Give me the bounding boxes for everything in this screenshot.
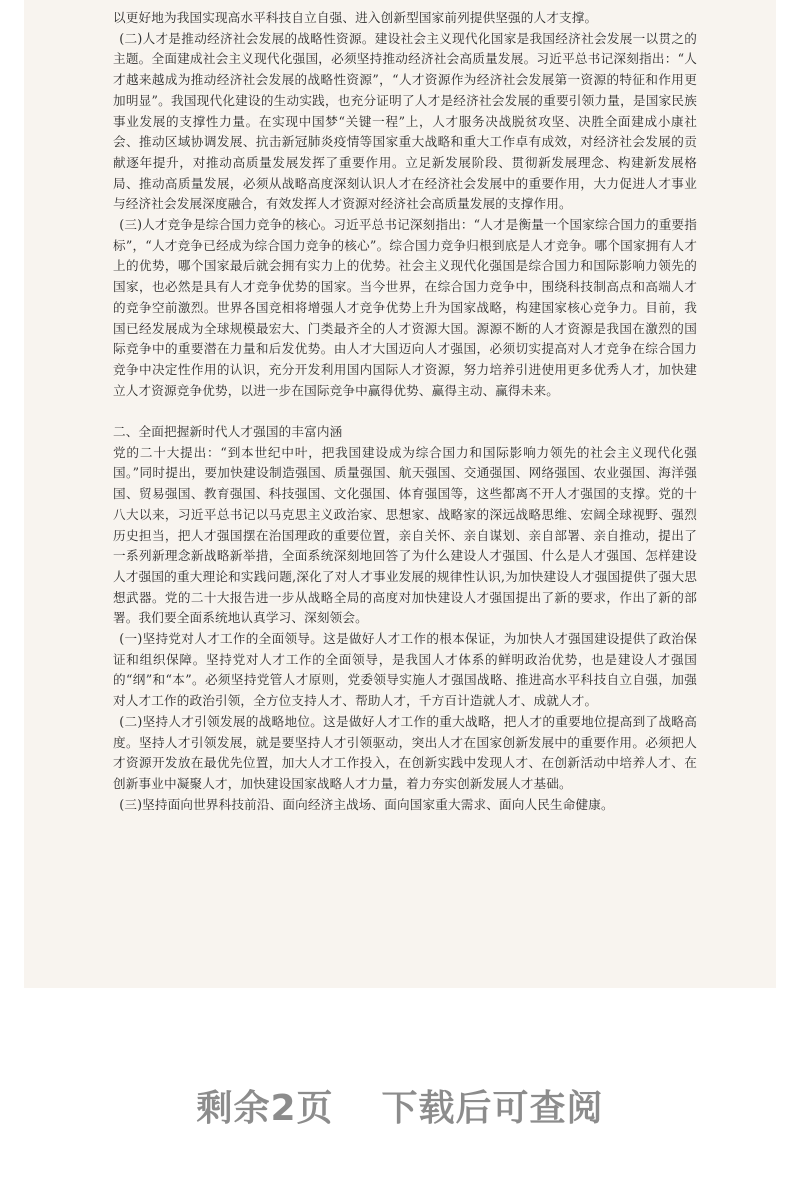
document-body <box>113 8 697 815</box>
section-heading: 二、全面把握新时代人才强国的丰富内涵 <box>113 424 343 440</box>
body-paragraph: (二)坚持人才引领发展的战略地位。这是做好人才工作的重大战略，把人才的重要地位提高到了战略高度。坚持人才引领发展，就是要坚持人才引领驱动，突出人才在国家创新发展中的重要作用。必须把人才资源开发放在最优先位置，加大人才工作投入，在创新实践中发现人才、在创新活动中培养人才、在创新事业中凝聚人才，加快建设国家战略人才力量，着力夯实创新发展人才基础。 <box>113 713 697 791</box>
body-paragraph: (一)坚持党对人才工作的全面领导。这是做好人才工作的根本保证，为加快人才强国建设提供了政治保证和组织保障。坚持党对人才工作的全面领导，是我国人才体系的鲜明政治优势，也是建设人才强国的“纲”和“本”。必须坚持党管人才原则，党委领导实施人才强国战略、推进高水平科技自立自强，加强对人才工作的政治引领，全方位支持人才、帮助人才，千方百计造就人才、成就人才。 <box>113 631 697 709</box>
remaining-pages-label: 剩余2页 <box>196 1088 334 1129</box>
body-paragraph: (三)坚持面向世界科技前沿、面向经济主战场、面向国家重大需求、面向人民生命健康。 <box>119 796 614 812</box>
blank-line <box>113 401 697 422</box>
body-paragraph: 党的二十大提出：“到本世纪中叶，把我国建设成为综合国力和国际影响力领先的社会主义现代化强国。”同时提出，要加快建设制造强国、质量强国、航天强国、交通强国、网络强国、农业强国、海洋强国、贸易强国、教育强国、科技强国、文化强国、体育强国等，这些都离不开人才强国的支撑。党的十八大以来，习近平总书记以马克思主义政治家、思想家、战略家的深远战略思维、宏阔全球视野、强烈历史担当，把人才强国摆在治国理政的重要位置，亲自关怀、亲自谋划、亲自部署、亲自推动，提出了一系列新理念新战略新举措，全面系统深刻地回答了为什么建设人才强国、什么是人才强国、怎样建设人才强国的重大理论和实践问题,深化了对人才事业发展的规律性认识,为加快建设人才强国提供了强大思想武器。党的二十大报告进一步从战略全局的高度对加快建设人才强国提出了新的要求，作出了新的部署。我们要全面系统地认真学习、深刻领会。 <box>113 444 697 626</box>
download-to-read-label: 下载后可查阅 <box>381 1088 604 1129</box>
download-prompt-banner[interactable] <box>0 1080 800 1131</box>
body-paragraph: (二)人才是推动经济社会发展的战略性资源。建设社会主义现代化国家是我国经济社会发展一以贯之的主题。全面建成社会主义现代化强国，必须坚持推动经济社会高质量发展。习近平总书记深刻指出：“人才越来越成为推动经济社会发展的战略性资源”，“人才资源作为经济社会发展第一资源的特征和作用更加明显”。我国现代化建设的生动实践，也充分证明了人才是经济社会发展的重要引领力量，是国家民族事业发展的支撑性力量。在实现中国梦“关键一程”上，人才服务决战脱贫攻坚、决胜全面建成小康社会、推动区域协调发展、抗击新冠肺炎疫情等国家重大战略和重大工作卓有成效，对经济社会发展的贡献逐年提升，对推动高质量发展发挥了重要作用。立足新发展阶段、贯彻新发展理念、构建新发展格局、推动高质量发展，必须从战略高度深刻认识人才在经济社会发展中的重要作用，大力促进人才事业与经济社会发展深度融合，有效发挥人才资源对经济社会高质量发展的支撑作用。 <box>113 30 697 212</box>
body-paragraph: 以更好地为我国实现高水平科技自立自强、进入创新型国家前列提供坚强的人才支撑。 <box>113 10 598 25</box>
body-paragraph: (三)人才竞争是综合国力竞争的核心。习近平总书记深刻指出：“人才是衡量一个国家综合国力的重要指标”，“人才竞争已经成为综合国力竞争的核心”。综合国力竞争归根到底是人才竞争。哪个国家拥有人才上的优势，哪个国家最后就会拥有实力上的优势。社会主义现代化强国是综合国力和国际影响力领先的国家，也必然是具有人才竞争优势的国家。当今世界，在综合国力竞争中，围绕科技制高点和高端人才的竞争空前激烈。世界各国竞相将增强人才竞争优势上升为国家战略，构建国家核心竞争力。目前，我国已经发展成为全球规模最宏大、门类最齐全的人才资源大国。源源不断的人才资源是我国在激烈的国际竞争中的重要潜在力量和后发优势。由人才大国迈向人才强国，必须切实提高对人才竞争在综合国力竞争中决定性作用的认识，充分开发利用国内国际人才资源，努力培养引进使用更多优秀人才，加快建立人才资源竞争优势，以进一步在国际竞争中赢得优势、赢得主动、赢得未来。 <box>113 217 697 398</box>
